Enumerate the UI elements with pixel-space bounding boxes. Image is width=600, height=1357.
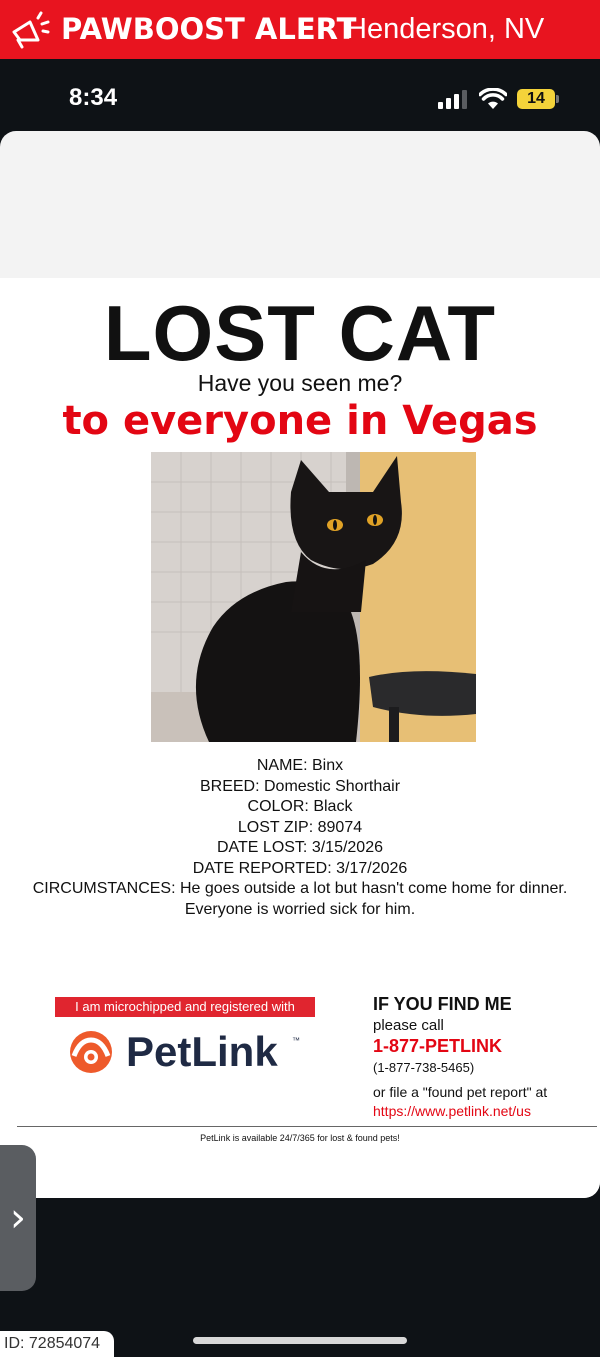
status-time: 8:34: [69, 84, 118, 111]
detail-circumstances: CIRCUMSTANCES: He goes outside a lot but hasn't come home for dinner.: [32, 880, 568, 897]
pet-details: [0, 756, 600, 920]
wifi-icon: [479, 88, 507, 110]
petlink-url-link[interactable]: https://www.petlink.net/us: [373, 1103, 531, 1119]
petlink-logo: [66, 1028, 316, 1078]
next-arrow-button[interactable]: ›: [0, 1145, 36, 1291]
find-call: please call: [373, 1017, 444, 1034]
detail-circumstances-cont: Everyone is worried sick for him.: [184, 900, 416, 918]
poster-subhead: Have you seen me?: [197, 370, 403, 396]
divider: [17, 1126, 597, 1127]
detail-lost-zip: LOST ZIP: 89074: [237, 818, 363, 836]
find-phone-link[interactable]: 1-877-PETLINK: [373, 1036, 503, 1056]
petlink-mark-icon: [66, 1030, 116, 1074]
cell-signal-icon: [438, 89, 468, 109]
detail-date-lost: DATE LOST: 3/15/2026: [216, 839, 383, 856]
find-title: IF YOU FIND ME: [373, 994, 512, 1014]
find-file-text: or file a "found pet report" at: [373, 1084, 548, 1100]
lost-pet-poster[interactable]: [0, 278, 600, 1198]
megaphone-icon: [8, 10, 50, 50]
detail-color: COLOR: Black: [247, 798, 353, 815]
microchip-label: I am microchipped and registered with: [55, 997, 315, 1017]
detail-breed: BREED: Domestic Shorthair: [199, 777, 401, 795]
brand-title: PAWBOOST ALERT: [61, 12, 357, 46]
petlink-wordmark: PetLink: [126, 1028, 278, 1075]
petlink-trademark: ™: [292, 1036, 300, 1045]
find-phone-digits: (1-877-738-5465): [373, 1060, 475, 1075]
poster-footnote: PetLink is available 24/7/365 for lost & found pets!: [200, 1133, 400, 1143]
poster-tagline: to everyone in Vegas: [62, 398, 538, 444]
alert-id-badge: ID: 72854074: [0, 1331, 114, 1357]
detail-name: NAME: Binx: [256, 757, 344, 774]
battery-indicator: 14: [517, 89, 555, 109]
detail-date-reported: DATE REPORTED: 3/17/2026: [192, 859, 408, 877]
battery-nub: [556, 95, 559, 103]
alert-card: [0, 131, 600, 1198]
alert-location: Henderson, NV: [346, 13, 545, 45]
cat-photo: [151, 452, 476, 742]
alert-banner: [0, 0, 600, 59]
poster-headline: LOST CAT: [103, 289, 497, 377]
home-indicator[interactable]: [193, 1337, 407, 1344]
